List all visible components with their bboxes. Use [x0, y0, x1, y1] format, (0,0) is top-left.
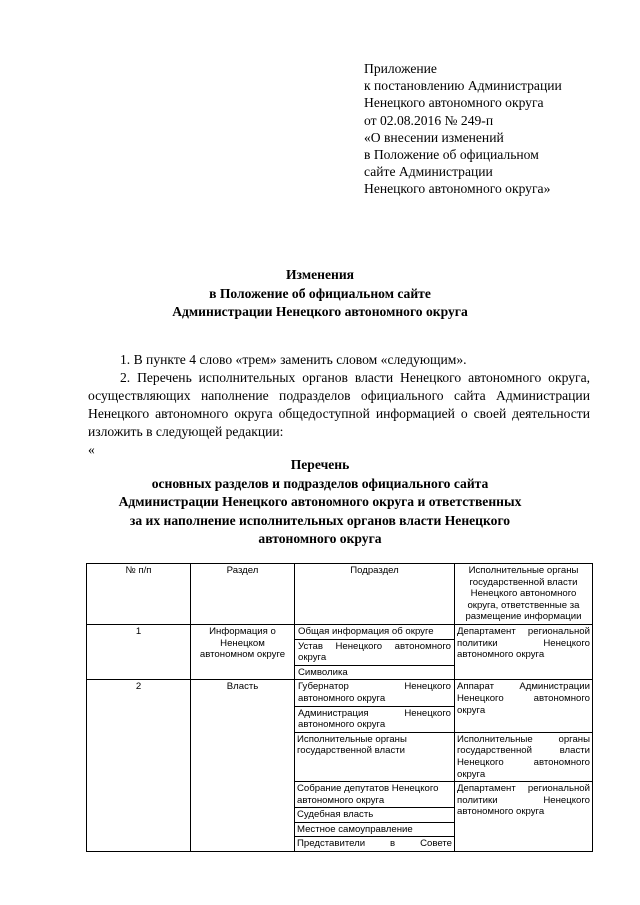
appendix-line: Ненецкого автономного округа [364, 95, 544, 111]
appendix-block [364, 60, 634, 198]
subsection-item: Исполнительные органы государственной власти [295, 732, 455, 781]
subsection-item: Судебная власть [295, 808, 455, 823]
row-section: Власть [191, 680, 295, 852]
title-line: Изменения [285, 267, 355, 282]
subsection-item: Местное самоуправление [295, 822, 455, 837]
row-section: Информация о Ненецком автономном округе [191, 624, 295, 679]
paragraph-2: 2. Перечень исполнительных органов власти Ненецкого автономного округа, осуществляющих наполнение подразделов официального сайта Администрации Ненецкого автономного округа общедоступной информацией о своей деятельности изложить в следующей редакции: [88, 370, 590, 439]
row-subsections [295, 624, 455, 679]
list-title [0, 456, 640, 549]
table-row [87, 624, 593, 679]
subsection-item: Собрание депутатов Ненецкого автономного округа [295, 782, 455, 808]
subsection-item: Представители в Совете [295, 837, 455, 852]
appendix-line: сайте Администрации [364, 164, 493, 180]
row-responsible: Департамент региональной политики Ненецкого автономного округа [455, 624, 593, 679]
appendix-line: от 02.08.2016 № 249-п [364, 112, 494, 128]
document-title [0, 266, 640, 322]
row-responsible: Департамент региональной политики Ненецкого автономного округа [455, 782, 593, 852]
appendix-line: Ненецкого автономного округа» [364, 181, 551, 197]
subsection-item: Губернатор Ненецкого автономного округа [295, 680, 454, 706]
subsection-item: Символика [298, 666, 348, 678]
opening-quote: « [88, 442, 95, 457]
header-num: № п/п [87, 564, 191, 625]
subsection-item: Администрация Ненецкого автономного округа [298, 707, 451, 731]
appendix-line: Приложение [364, 61, 437, 76]
table-row [87, 680, 593, 732]
header-responsible: Исполнительные органы государственной власти Ненецкого автономного округа, ответственные за размещение информации [455, 564, 593, 625]
row-subsections [295, 680, 455, 732]
header-section: Раздел [191, 564, 295, 625]
title-line: Администрации Ненецкого автономного округа [172, 304, 468, 319]
appendix-line: «О внесении изменений [364, 129, 504, 145]
row-responsible: Исполнительные органы государственной власти Ненецкого автономного округа [455, 732, 593, 781]
body-text [88, 351, 590, 459]
list-title-line: автономного округа [258, 531, 382, 546]
subsection-item: Общая информация об округе [295, 625, 454, 640]
title-line: в Положение об официальном сайте [209, 285, 431, 301]
table-header-row [87, 564, 593, 625]
appendix-line: к постановлению Администрации [364, 78, 562, 94]
list-title-line: основных разделов и подразделов официального сайта [151, 475, 489, 491]
row-num: 2 [87, 680, 191, 852]
row-num: 1 [87, 624, 191, 679]
subsection-item: Устав Ненецкого автономного округа [295, 640, 454, 666]
header-subsection: Подраздел [295, 564, 455, 625]
appendix-line: в Положение об официальном [364, 147, 539, 163]
row-responsible: Аппарат Администрации Ненецкого автономного округа [455, 680, 593, 732]
list-title-line: Перечень [290, 457, 350, 472]
list-title-line: за их наполнение исполнительных органов власти Ненецкого [129, 512, 511, 528]
sections-table [86, 563, 593, 852]
paragraph-1: 1. В пункте 4 слово «трем» заменить словом «следующим». [120, 352, 467, 367]
list-title-line: Администрации Ненецкого автономного округа и ответственных [118, 494, 522, 509]
